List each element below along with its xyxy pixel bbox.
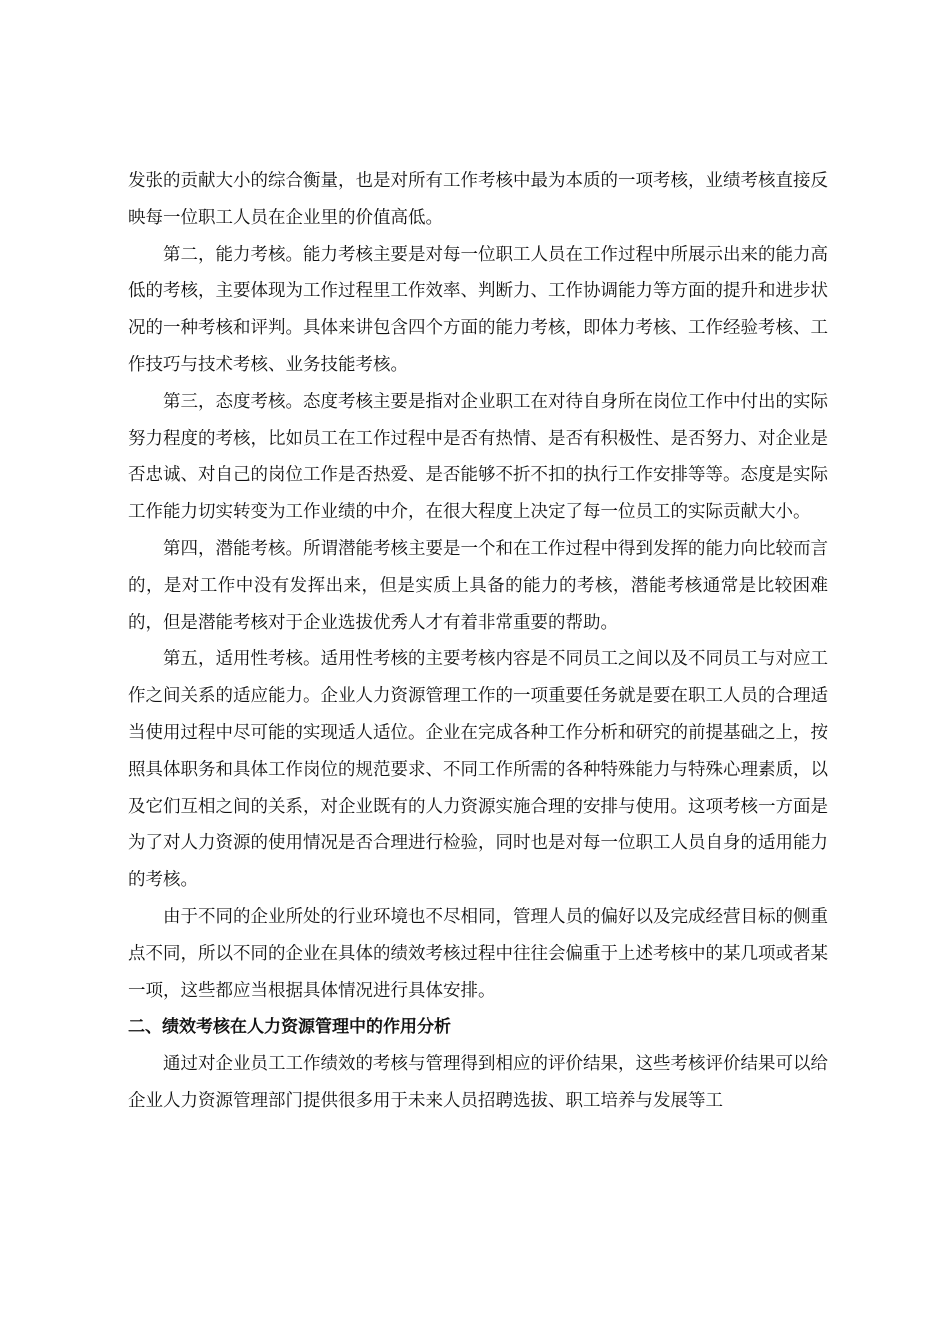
paragraph-potential-assessment: 第四，潜能考核。所谓潜能考核主要是一个和在工作过程中得到发挥的能力向比较而言的，是对工作中没有发挥出来，但是实质上具备的能力的考核，潜能考核通常是比较困难的，但是潜能考核对于企业选拔优秀人才有着非常重要的帮助。 [128, 538, 828, 633]
paragraph-role-analysis: 通过对企业员工工作绩效的考核与管理得到相应的评价结果，这些考核评价结果可以给企业人力资源管理部门提供很多用于未来人员招聘选拔、职工培养与发展等工 [128, 1054, 828, 1111]
paragraph-ability-assessment: 第二，能力考核。能力考核主要是对每一位职工人员在工作过程中所展示出来的能力高低的考核，主要体现为工作过程里工作效率、判断力、工作协调能力等方面的提升和进步状况的一种考核和评判。具体来讲包含四个方面的能力考核，即体力考核、工作经验考核、工作技巧与技术考核、业务技能考核。 [128, 244, 828, 375]
paragraph-continuation: 发张的贡献大小的综合衡量，也是对所有工作考核中最为本质的一项考核，业绩考核直接反映每一位职工人员在企业里的价值高低。 [128, 171, 828, 228]
section-heading: 二、绩效考核在人力资源管理中的作用分析 [128, 1017, 451, 1038]
document-body [128, 163, 828, 1120]
paragraph-suitability-assessment: 第五，适用性考核。适用性考核的主要考核内容是不同员工之间以及不同员工与对应工作之间关系的适应能力。企业人力资源管理工作的一项重要任务就是要在职工人员的合理适当使用过程中尽可能的实现适人适位。企业在完成各种工作分析和研究的前提基础之上，按照具体职务和具体工作岗位的规范要求、不同工作所需的各种特殊能力与特殊心理素质，以及它们互相之间的关系，对企业既有的人力资源实施合理的安排与使用。这项考核一方面是为了对人力资源的使用情况是否合理进行检验，同时也是对每一位职工人员自身的适用能力的考核。 [128, 649, 828, 891]
paragraph-attitude-assessment: 第三，态度考核。态度考核主要是指对企业职工在对待自身所在岗位工作中付出的实际努力程度的考核，比如员工在工作过程中是否有热情、是否有积极性、是否努力、对企业是否忠诚、对自己的岗位工作是否热爱、是否能够不折不扣的执行工作安排等等。态度是实际工作能力切实转变为工作业绩的中介，在很大程度上决定了每一位员工的实际贡献大小。 [128, 391, 828, 523]
paragraph-summary: 由于不同的企业所处的行业环境也不尽相同，管理人员的偏好以及完成经营目标的侧重点不同，所以不同的企业在具体的绩效考核过程中往往会偏重于上述考核中的某几项或者某一项，这些都应当根据具体情况进行具体安排。 [128, 906, 828, 1001]
